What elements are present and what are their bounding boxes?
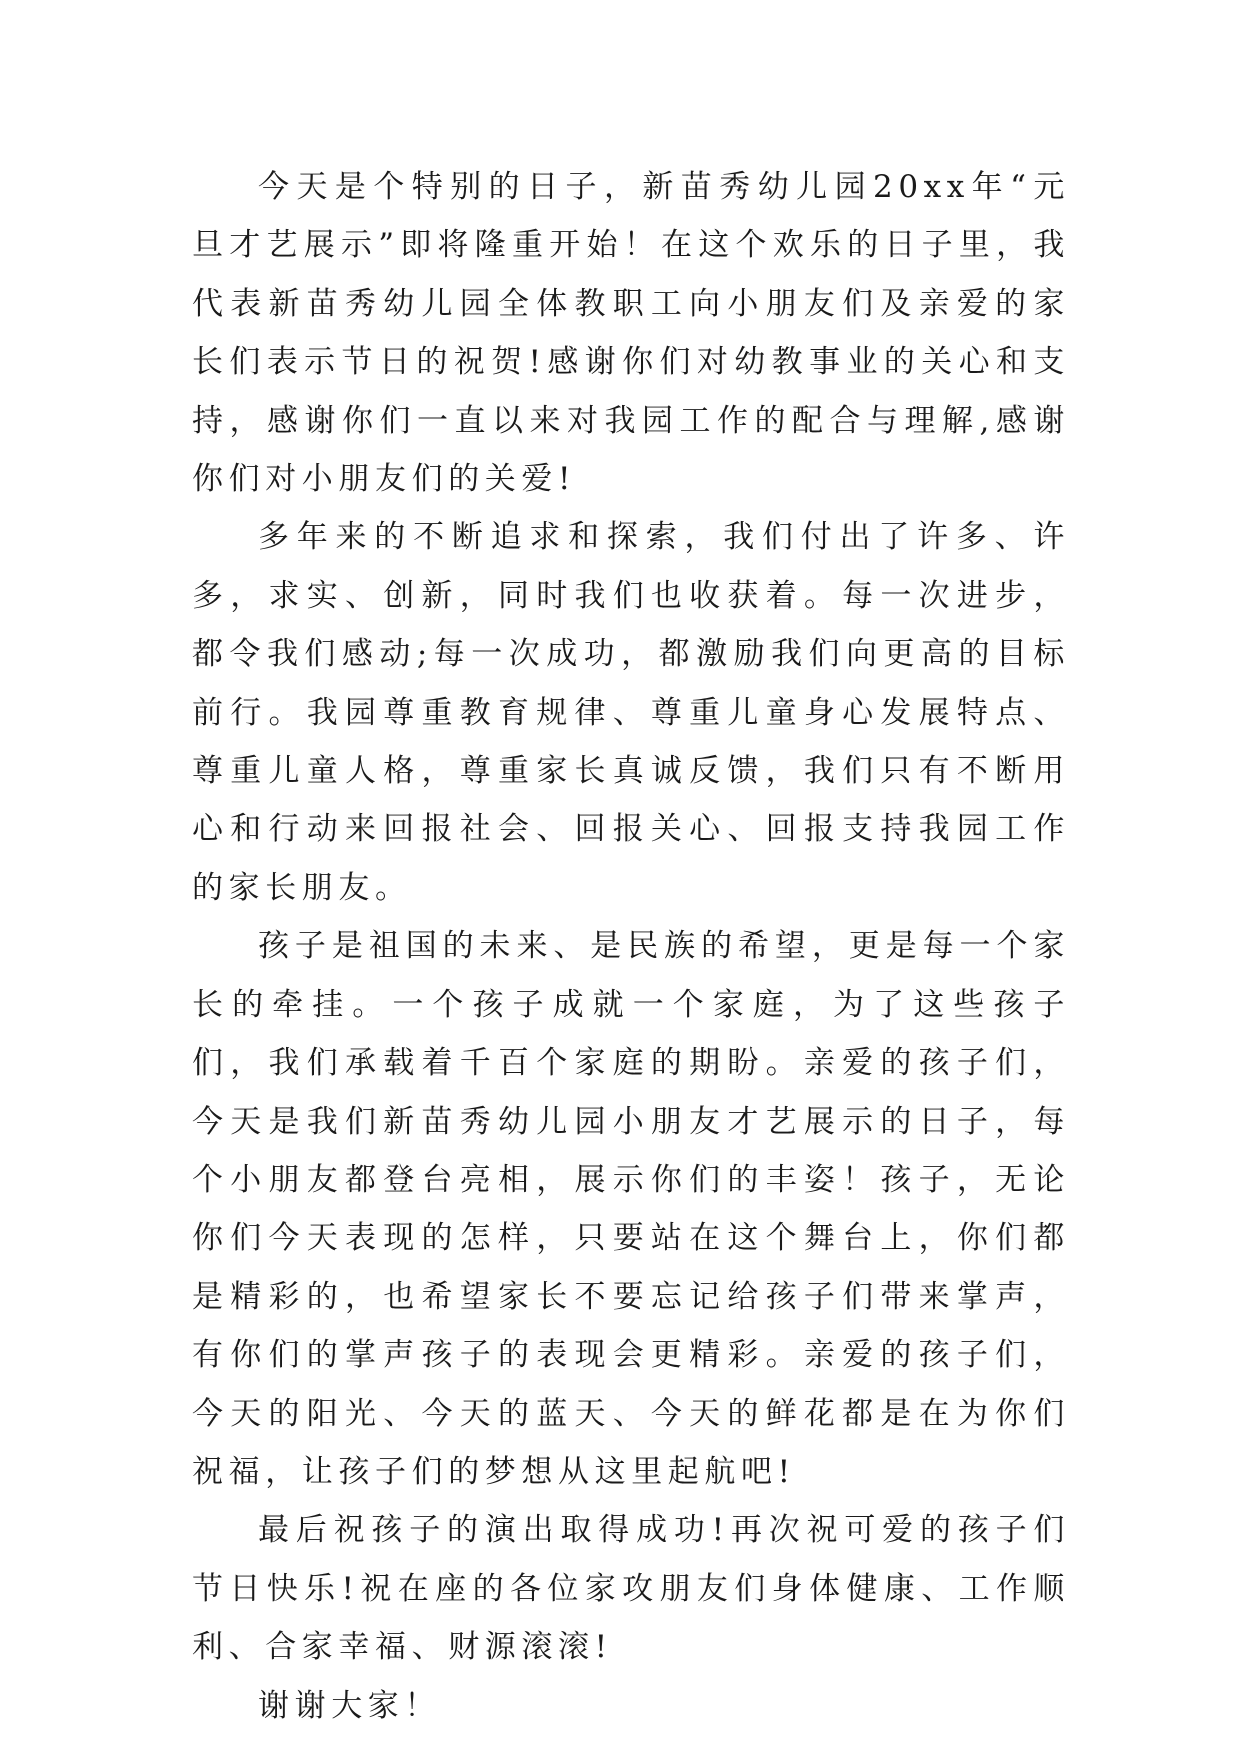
paragraph-children: 孩子是祖国的未来、是民族的希望，更是每一个家长的牵挂。一个孩子成就一个家庭，为了这些孩子们，我们承载着千百个家庭的期盼。亲爱的孩子们，今天是我们新苗秀幼儿园小朋友才艺展示的日子，每个小朋友都登台亮相，展示你们的丰姿！孩子，无论你们今天表现的怎样，只要站在这个舞台上，你们都是精彩的，也希望家长不要忘记给孩子们带来掌声，有你们的掌声孩子的表现会更精彩。亲爱的孩子们，今天的阳光、今天的蓝天、今天的鲜花都是在为你们祝福，让孩子们的梦想从这里起航吧! — [192, 928, 1070, 1490]
paragraph-history: 多年来的不断追求和探索，我们付出了许多、许多，求实、创新，同时我们也收获着。每一次进步，都令我们感动;每一次成功，都激励我们向更高的目标前行。我园尊重教育规律、尊重儿童身心发展特点、尊重儿童人格，尊重家长真诚反馈，我们只有不断用心和行动来回报社会、回报关心、回报支持我园工作的家长朋友。 — [192, 519, 1070, 906]
document-body — [192, 158, 1070, 1735]
paragraph-opening: 今天是个特别的日子，新苗秀幼儿园20xx年“元旦才艺展示”即将隆重开始！在这个欢乐的日子里，我代表新苗秀幼儿园全体教职工向小朋友们及亲爱的家长们表示节日的祝贺!感谢你们对幼教事业的关心和支持，感谢你们一直以来对我园工作的配合与理解,感谢你们对小朋友们的关爱! — [192, 169, 1070, 498]
paragraph-wishes: 最后祝孩子的演出取得成功!再次祝可爱的孩子们节日快乐!祝在座的各位家攻朋友们身体健康、工作顺利、合家幸福、财源滚滚! — [192, 1512, 1070, 1666]
paragraph-thanks: 谢谢大家！ — [258, 1687, 441, 1724]
